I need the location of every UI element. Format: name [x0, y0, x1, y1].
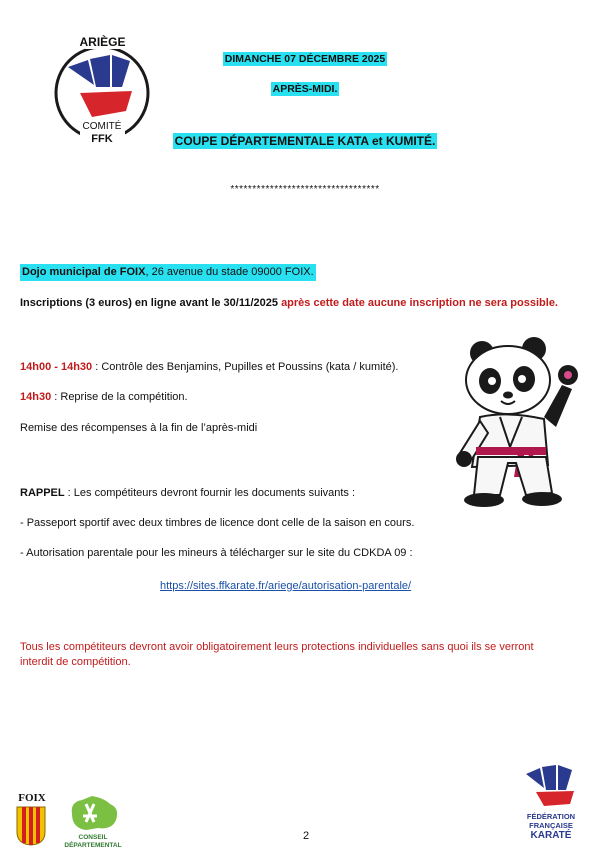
authorization-link-row: [160, 576, 411, 594]
registration-line: [20, 296, 558, 311]
venue-name: Dojo municipal de FOIX: [22, 266, 146, 278]
venue-address: , 26 avenue du stade 09000 FOIX.: [145, 266, 314, 278]
event-date-row: [160, 52, 450, 66]
schedule-item-2: [20, 390, 188, 405]
conseil-label-1: CONSEIL: [78, 834, 108, 841]
registration-warning: après cette date aucune inscription ne sera possible.: [281, 297, 558, 309]
event-period: APRÈS-MIDI.: [272, 83, 338, 95]
reminder-item-1: - Passeport sportif avec deux timbres de licence dont celle de la saison en cours.: [20, 517, 415, 529]
logo-top-text: ARIÈGE: [79, 35, 126, 49]
reminder-intro: : Les compétiteurs devront fournir les documents suivants :: [64, 487, 356, 499]
schedule-text-1: : Contrôle des Benjamins, Pupilles et Poussins (kata / kumité).: [92, 361, 399, 373]
ffk-emblem-icon: [522, 764, 582, 808]
ffk-logo: [522, 764, 582, 813]
ariege-map-icon: [64, 794, 122, 832]
venue-line: [20, 264, 316, 281]
reminder-line: [20, 486, 355, 501]
foix-label: FOIX: [18, 792, 46, 804]
protection-notice-2: interdit de compétition.: [20, 656, 131, 668]
conseil-departemental-logo: [64, 794, 122, 837]
page-number: 2: [302, 830, 310, 842]
foix-shield-icon: [16, 806, 46, 846]
panda-icon: [452, 335, 582, 510]
protection-notice-1: Tous les compétiteurs devront avoir obligatoirement leurs protections individuelles sans quoi ils se verront: [20, 641, 534, 653]
ffk-line-3: KARATÉ: [530, 830, 572, 841]
authorization-link[interactable]: https://sites.ffkarate.fr/ariege/autorisation-parentale/: [160, 580, 412, 592]
schedule-text-2: : Reprise de la compétition.: [51, 391, 188, 403]
event-date: DIMANCHE 07 DÉCEMBRE 2025: [224, 53, 386, 65]
reminder-item-2: - Autorisation parentale pour les mineurs à télécharger sur le site du CDKDA 09 :: [20, 547, 413, 559]
panda-mascot-illustration: [452, 335, 582, 510]
event-period-row: [160, 82, 450, 96]
ffk-text: [510, 812, 592, 842]
schedule-time-2: 14h30: [20, 391, 52, 403]
logo-bottom-text-2: FFK: [91, 133, 113, 145]
event-title-row: [140, 133, 470, 149]
registration-text: Inscriptions (3 euros) en ligne avant le 30/11/2025: [20, 297, 282, 309]
ffk-line-1: FÉDÉRATION: [526, 812, 576, 821]
foix-coat-of-arms: [16, 806, 46, 851]
conseil-label-2: DÉPARTEMENTAL: [64, 842, 122, 849]
logo-bottom-text-1: COMITÉ: [82, 121, 122, 132]
schedule-time-1: 14h00 - 14h30: [20, 361, 93, 373]
ffk-line-2: FRANÇAISE: [529, 821, 573, 830]
awards-line: Remise des récompenses à la fin de l’après-midi: [20, 422, 258, 434]
separator: **********************************: [230, 184, 380, 195]
event-title: COUPE DÉPARTEMENTALE KATA et KUMITÉ.: [174, 134, 436, 148]
reminder-label: RAPPEL: [20, 487, 65, 499]
schedule-item-1: [20, 360, 398, 375]
